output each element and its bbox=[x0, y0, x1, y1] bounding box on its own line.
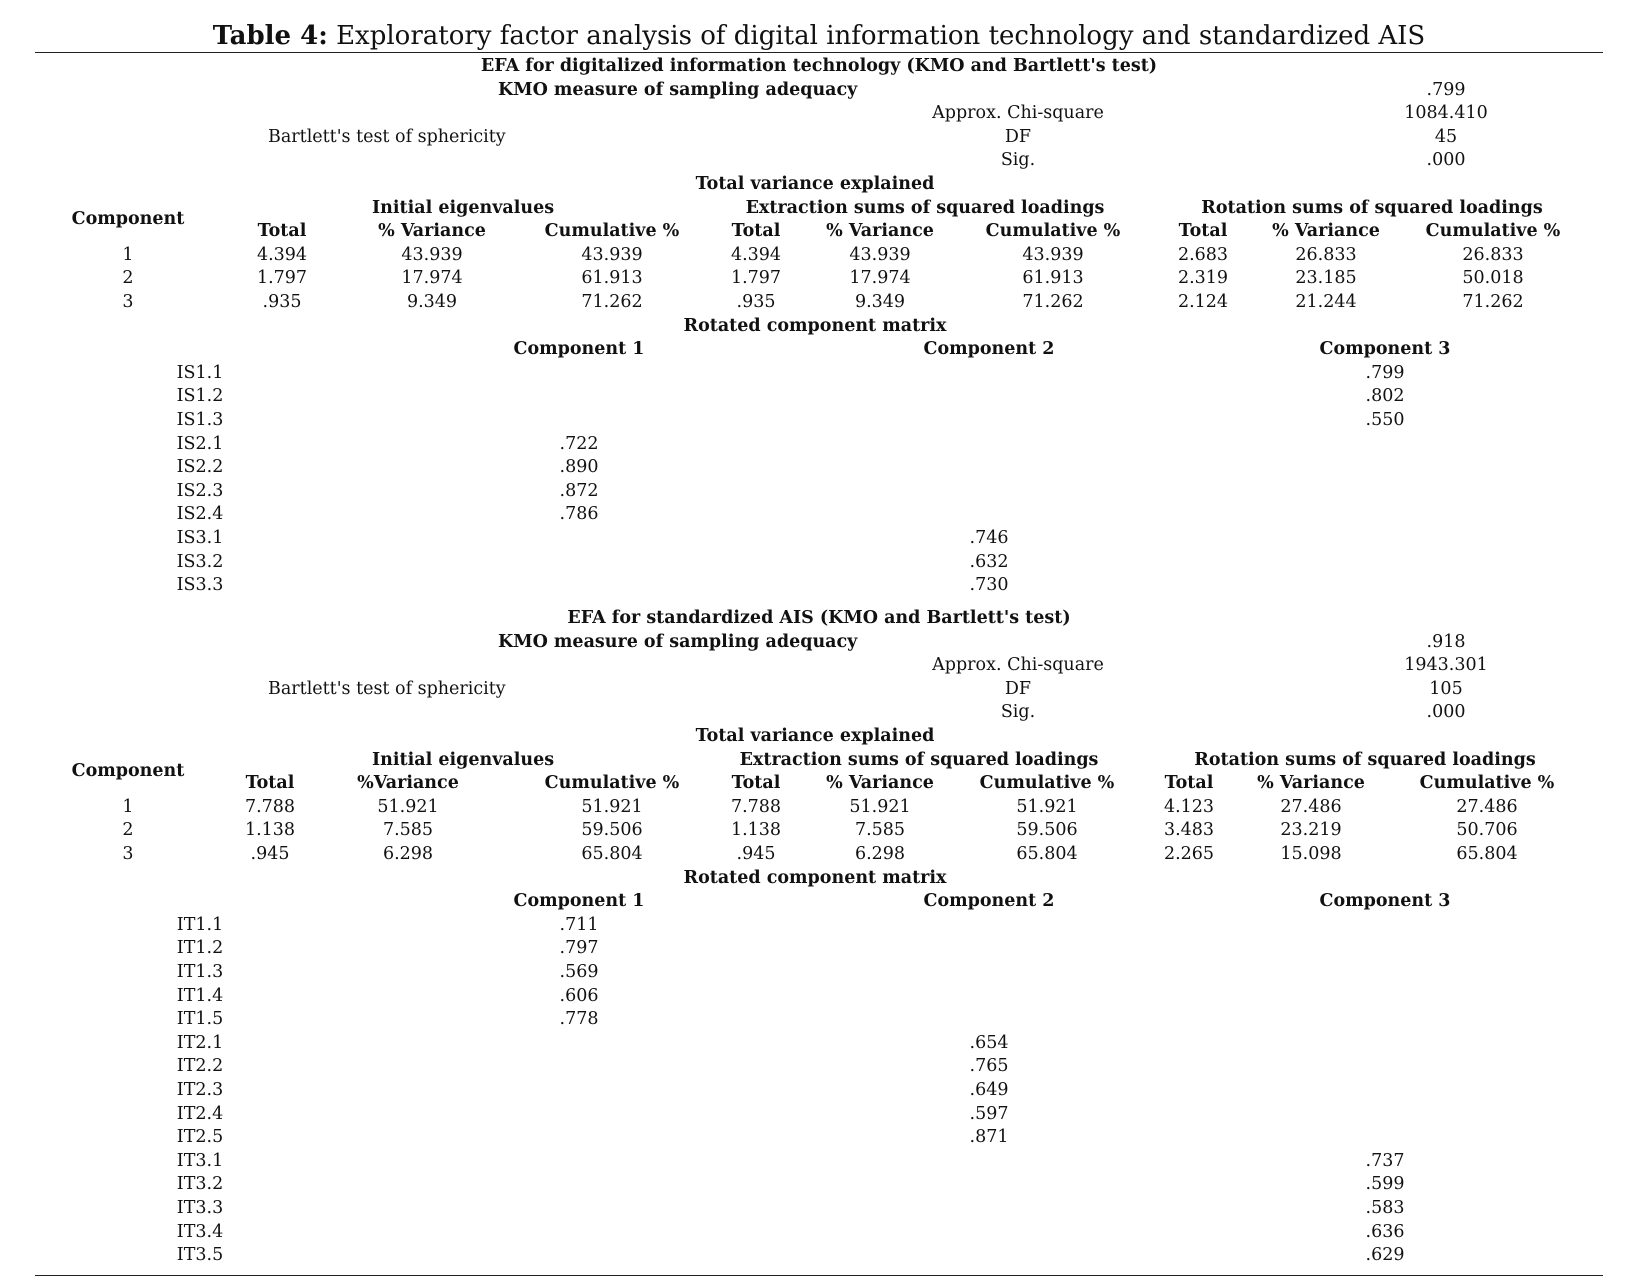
table-cell: 43.939 bbox=[849, 244, 911, 265]
table-cell: 71.262 bbox=[1462, 292, 1524, 312]
table-cell: 2.319 bbox=[1177, 268, 1229, 289]
group-initial-eigenvalues: Initial eigenvalues bbox=[371, 197, 555, 218]
loading-value: .569 bbox=[559, 962, 599, 982]
table-cell: 2.683 bbox=[1177, 244, 1229, 265]
column-header: Total bbox=[245, 773, 295, 794]
loading-value: .606 bbox=[559, 985, 599, 1006]
sig-value: .000 bbox=[1426, 702, 1466, 723]
table-cell: 1.797 bbox=[730, 268, 782, 289]
item-label: IT2.2 bbox=[176, 1056, 224, 1077]
loading-value: .649 bbox=[969, 1080, 1009, 1100]
table-cell: 61.913 bbox=[581, 268, 643, 289]
component-1-header: Component 1 bbox=[513, 891, 645, 912]
item-label: IS3.3 bbox=[176, 575, 224, 596]
group-initial-eigenvalues: Initial eigenvalues bbox=[371, 749, 555, 770]
table-cell: 23.219 bbox=[1280, 820, 1342, 841]
sig-label: Sig. bbox=[1000, 150, 1036, 171]
component-2-header: Component 2 bbox=[923, 339, 1055, 360]
table-cell: 59.506 bbox=[581, 820, 643, 841]
item-label: IT1.2 bbox=[176, 938, 224, 959]
component-column-header: Component bbox=[71, 761, 185, 782]
table-cell: 43.939 bbox=[581, 244, 643, 265]
group-rotation: Rotation sums of squared loadings bbox=[1194, 749, 1536, 770]
table-cell: 1.138 bbox=[244, 820, 296, 841]
component-2-header: Component 2 bbox=[923, 891, 1055, 912]
loading-value: .654 bbox=[969, 1032, 1009, 1053]
item-label: IT2.3 bbox=[176, 1080, 224, 1100]
table-cell: 7.788 bbox=[244, 796, 296, 817]
column-header: Total bbox=[1164, 773, 1214, 794]
table-cell: 21.244 bbox=[1295, 292, 1357, 312]
loading-value: .778 bbox=[559, 1009, 599, 1030]
sig-label: Sig. bbox=[1000, 702, 1036, 723]
bartlett-label: Bartlett's test of sphericity bbox=[268, 126, 506, 147]
item-label: IS2.3 bbox=[176, 480, 224, 501]
table-cell: 65.804 bbox=[1456, 844, 1518, 864]
table-cell: 50.018 bbox=[1462, 268, 1524, 289]
component-number: 2 bbox=[122, 268, 134, 289]
total-variance-heading: Total variance explained bbox=[695, 174, 935, 194]
item-label: IS1.3 bbox=[176, 410, 224, 430]
component-number: 3 bbox=[122, 844, 134, 864]
item-label: IS3.2 bbox=[176, 551, 224, 572]
column-header: Total bbox=[257, 221, 307, 242]
table-cell: 61.913 bbox=[1022, 268, 1084, 289]
table-cell: 7.585 bbox=[382, 820, 434, 841]
table-cell: 4.394 bbox=[256, 244, 308, 265]
column-header: % Variance bbox=[1257, 773, 1365, 794]
column-header: Cumulative % bbox=[979, 773, 1115, 794]
bottom-rule bbox=[35, 1275, 1603, 1276]
item-label: IT1.5 bbox=[176, 1009, 224, 1030]
table-cell: 26.833 bbox=[1295, 244, 1357, 265]
item-label: IS2.2 bbox=[176, 457, 224, 478]
loading-value: .722 bbox=[559, 433, 599, 454]
table-cell: 2.124 bbox=[1177, 292, 1229, 312]
chi-square-value: 1084.410 bbox=[1404, 103, 1488, 124]
component-number: 1 bbox=[122, 244, 134, 265]
table-cell: 1.138 bbox=[730, 820, 782, 841]
table-cell: 51.921 bbox=[849, 796, 911, 817]
component-number: 1 bbox=[122, 796, 134, 817]
loading-value: .636 bbox=[1365, 1221, 1405, 1242]
loading-value: .632 bbox=[969, 551, 1009, 572]
section-heading: EFA for standardized AIS (KMO and Bartlett's test) bbox=[567, 608, 1071, 628]
component-3-header: Component 3 bbox=[1319, 339, 1451, 360]
table-cell: 9.349 bbox=[854, 292, 906, 312]
group-rotation: Rotation sums of squared loadings bbox=[1201, 197, 1543, 218]
loading-value: .872 bbox=[559, 480, 599, 501]
rotated-matrix-heading: Rotated component matrix bbox=[683, 867, 947, 888]
bartlett-label: Bartlett's test of sphericity bbox=[268, 678, 506, 699]
table-cell: 6.298 bbox=[382, 844, 434, 864]
total-variance-heading: Total variance explained bbox=[695, 726, 935, 746]
item-label: IS3.1 bbox=[176, 528, 224, 548]
table-cell: 9.349 bbox=[406, 292, 458, 312]
table-cell: 17.974 bbox=[401, 268, 463, 289]
table-cell: 43.939 bbox=[401, 244, 463, 265]
column-header: Total bbox=[731, 221, 781, 242]
item-label: IS2.4 bbox=[176, 504, 224, 525]
table-cell: 43.939 bbox=[1022, 244, 1084, 265]
kmo-value: .918 bbox=[1426, 631, 1466, 652]
loading-value: .711 bbox=[559, 914, 599, 935]
table-cell: .935 bbox=[262, 292, 302, 312]
component-1-header: Component 1 bbox=[513, 339, 645, 360]
top-rule bbox=[35, 52, 1603, 53]
table-cell: 65.804 bbox=[581, 844, 643, 864]
item-label: IT3.1 bbox=[176, 1150, 224, 1171]
rotated-matrix-heading: Rotated component matrix bbox=[683, 315, 947, 336]
component-number: 2 bbox=[122, 820, 134, 841]
column-header: Total bbox=[1178, 221, 1228, 242]
component-column-header: Component bbox=[71, 209, 185, 230]
item-label: IS2.1 bbox=[176, 433, 224, 454]
table-cell: 71.262 bbox=[581, 292, 643, 312]
table-label: Table 4: bbox=[212, 21, 328, 51]
df-label: DF bbox=[1004, 678, 1032, 699]
sig-value: .000 bbox=[1426, 150, 1466, 171]
table-cell: 27.486 bbox=[1280, 796, 1342, 817]
kmo-value: .799 bbox=[1426, 79, 1466, 100]
column-header: % Variance bbox=[826, 773, 934, 794]
loading-value: .802 bbox=[1365, 386, 1405, 407]
loading-value: .799 bbox=[1365, 362, 1405, 383]
item-label: IT3.3 bbox=[176, 1198, 224, 1218]
component-number: 3 bbox=[122, 292, 134, 312]
column-header: Cumulative % bbox=[1425, 221, 1561, 242]
table-cell: 51.921 bbox=[581, 796, 643, 817]
table-cell: 65.804 bbox=[1016, 844, 1078, 864]
table-cell: 4.394 bbox=[730, 244, 782, 265]
item-label: IS1.1 bbox=[176, 362, 224, 383]
table-cell: 15.098 bbox=[1280, 844, 1342, 864]
table-cell: .945 bbox=[250, 844, 290, 864]
table-cell: 51.921 bbox=[1016, 796, 1078, 817]
group-extraction: Extraction sums of squared loadings bbox=[745, 197, 1105, 218]
loading-value: .599 bbox=[1365, 1174, 1405, 1195]
item-label: IT3.5 bbox=[176, 1245, 224, 1266]
table-cell: 1.797 bbox=[256, 268, 308, 289]
group-extraction: Extraction sums of squared loadings bbox=[739, 749, 1099, 770]
table-cell: .935 bbox=[736, 292, 776, 312]
item-label: IT3.2 bbox=[176, 1174, 224, 1195]
item-label: IT1.1 bbox=[176, 914, 224, 935]
loading-value: .583 bbox=[1365, 1198, 1405, 1218]
table-cell: 17.974 bbox=[849, 268, 911, 289]
table-cell: 7.788 bbox=[730, 796, 782, 817]
table-cell: 50.706 bbox=[1456, 820, 1518, 841]
chi-square-label: Approx. Chi-square bbox=[932, 103, 1104, 124]
table-cell: 7.585 bbox=[854, 820, 906, 841]
table-cell: .945 bbox=[736, 844, 776, 864]
table-cell: 59.506 bbox=[1016, 820, 1078, 841]
column-header: % Variance bbox=[1272, 221, 1380, 242]
table-cell: 23.185 bbox=[1295, 268, 1357, 289]
column-header: % Variance bbox=[826, 221, 934, 242]
column-header: Cumulative % bbox=[544, 221, 680, 242]
item-label: IT3.4 bbox=[176, 1221, 224, 1242]
loading-value: .550 bbox=[1365, 410, 1405, 430]
column-header: Total bbox=[731, 773, 781, 794]
column-header: Cumulative % bbox=[985, 221, 1121, 242]
loading-value: .629 bbox=[1365, 1245, 1405, 1266]
column-header: % Variance bbox=[378, 221, 486, 242]
loading-value: .890 bbox=[559, 457, 599, 478]
column-header: %Variance bbox=[357, 773, 459, 794]
loading-value: .765 bbox=[969, 1056, 1009, 1077]
loading-value: .786 bbox=[559, 504, 599, 525]
loading-value: .797 bbox=[559, 938, 599, 959]
df-label: DF bbox=[1004, 126, 1032, 147]
table-cell: 6.298 bbox=[854, 844, 906, 864]
table-cell: 4.123 bbox=[1163, 796, 1215, 817]
section-heading: EFA for digitalized information technology (KMO and Bartlett's test) bbox=[480, 56, 1158, 76]
table-cell: 3.483 bbox=[1163, 820, 1215, 841]
component-3-header: Component 3 bbox=[1319, 891, 1451, 912]
kmo-label: KMO measure of sampling adequacy bbox=[498, 631, 858, 652]
table-title bbox=[213, 20, 1426, 52]
table-caption: Exploratory factor analysis of digital information technology and standardized AIS bbox=[336, 21, 1426, 51]
loading-value: .597 bbox=[969, 1103, 1009, 1124]
table-cell: 71.262 bbox=[1022, 292, 1084, 312]
loading-value: .871 bbox=[969, 1127, 1009, 1148]
table-cell: 51.921 bbox=[377, 796, 439, 817]
item-label: IT2.5 bbox=[176, 1127, 224, 1148]
table-cell: 26.833 bbox=[1462, 244, 1524, 265]
loading-value: .730 bbox=[969, 575, 1009, 596]
chi-square-value: 1943.301 bbox=[1404, 655, 1488, 676]
loading-value: .746 bbox=[969, 528, 1009, 548]
loading-value: .737 bbox=[1365, 1150, 1405, 1171]
df-value: 105 bbox=[1429, 678, 1463, 699]
df-value: 45 bbox=[1434, 126, 1458, 147]
item-label: IT2.4 bbox=[176, 1103, 224, 1124]
table-cell: 2.265 bbox=[1163, 844, 1215, 864]
kmo-label: KMO measure of sampling adequacy bbox=[498, 79, 858, 100]
item-label: IS1.2 bbox=[176, 386, 224, 407]
column-header: Cumulative % bbox=[1419, 773, 1555, 794]
column-header: Cumulative % bbox=[544, 773, 680, 794]
item-label: IT2.1 bbox=[176, 1032, 224, 1053]
table-cell: 27.486 bbox=[1456, 796, 1518, 817]
chi-square-label: Approx. Chi-square bbox=[932, 655, 1104, 676]
item-label: IT1.3 bbox=[176, 962, 224, 982]
item-label: IT1.4 bbox=[176, 985, 224, 1006]
